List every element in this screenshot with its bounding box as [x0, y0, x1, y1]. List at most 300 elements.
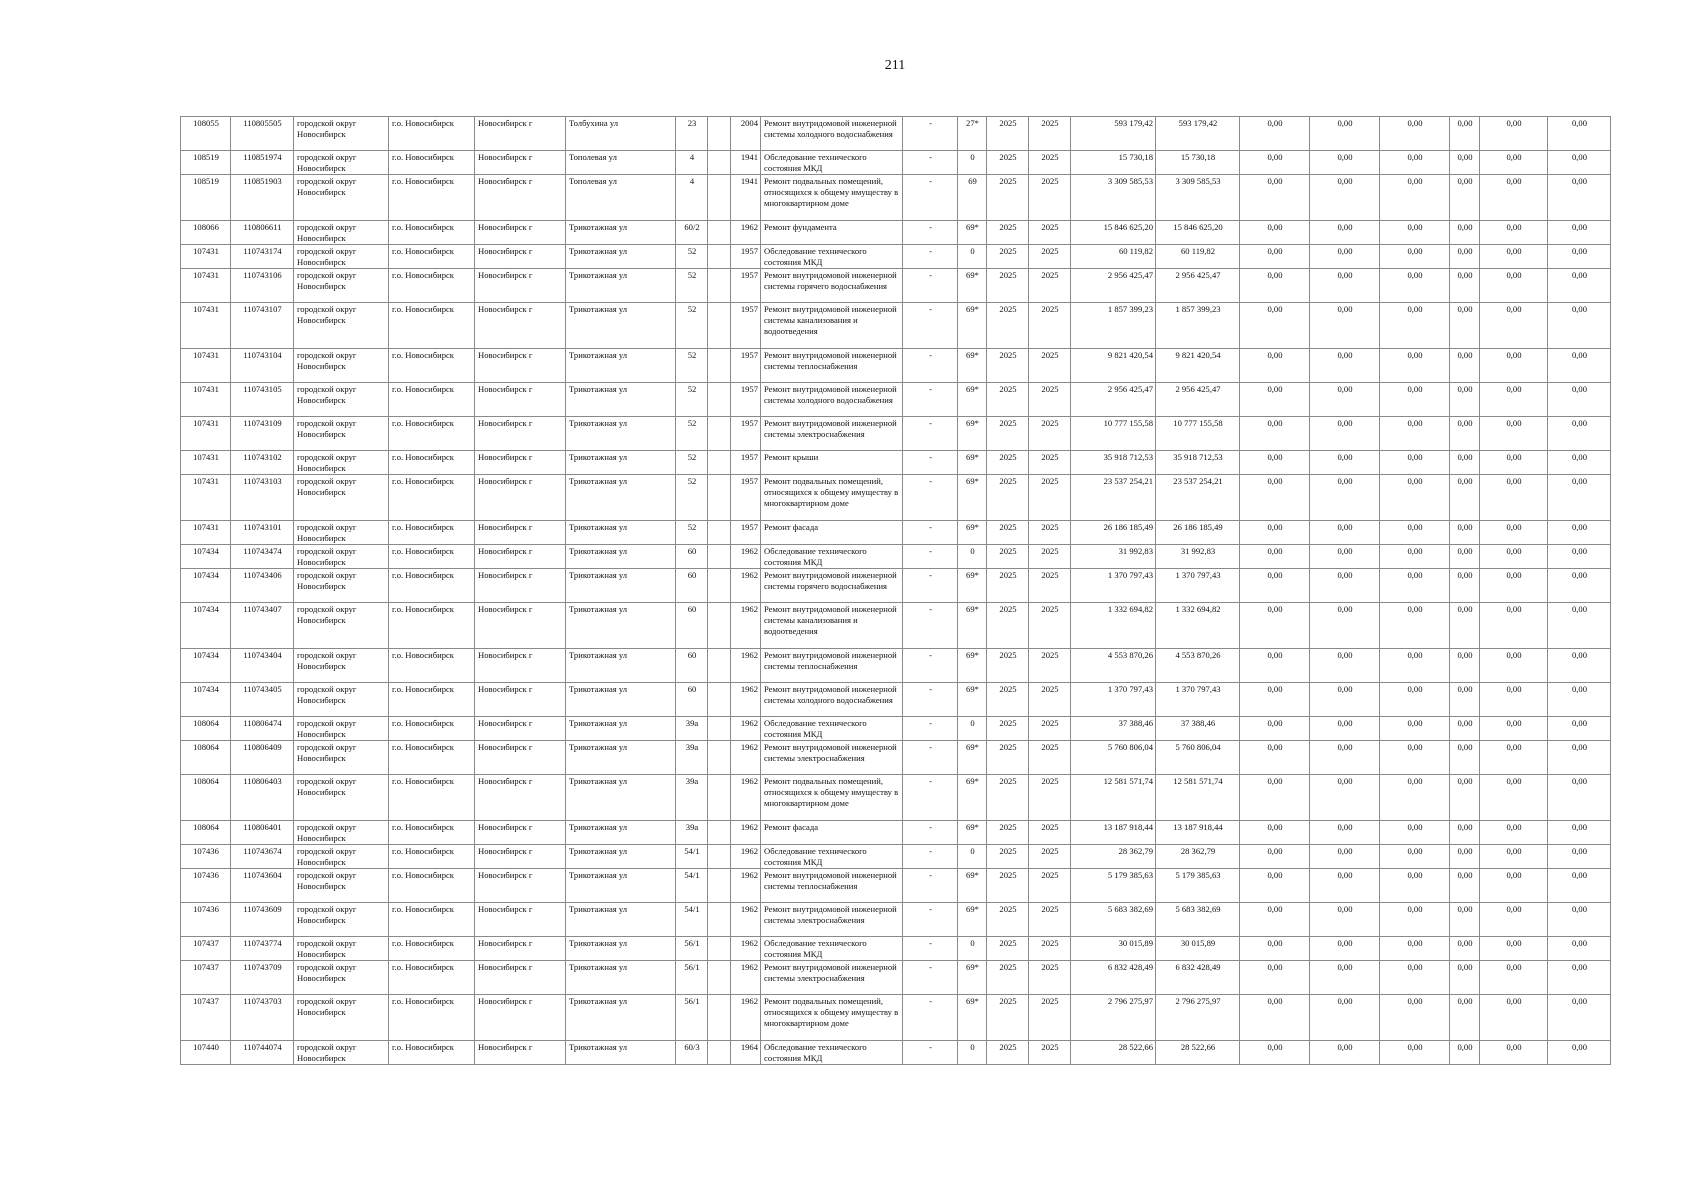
cell-work-code: 110743604 [231, 869, 294, 903]
cell-house-number: 52 [676, 475, 708, 521]
cell-building-block [708, 903, 731, 937]
cell-city: Новосибирск г [475, 349, 566, 383]
cell-cost-total: 15 846 625,20 [1071, 221, 1156, 245]
cell-amount-6: 0,00 [1548, 417, 1611, 451]
cell-work-type: Ремонт подвальных помещений, относящихся к общему имуществу в многоквартирном доме [761, 775, 903, 821]
cell-street: Трикотажная ул [566, 545, 676, 569]
cell-district: городской округ Новосибирск [294, 451, 389, 475]
cell-amount-3: 0,00 [1380, 869, 1450, 903]
cell-amount-5: 0,00 [1480, 175, 1548, 221]
cell-house-number: 52 [676, 521, 708, 545]
cell-city: Новосибирск г [475, 937, 566, 961]
cell-rate: 69* [958, 569, 987, 603]
cell-amount-2: 0,00 [1310, 383, 1380, 417]
cell-work-code: 110743703 [231, 995, 294, 1041]
cell-house-number: 56/1 [676, 937, 708, 961]
cell-amount-3: 0,00 [1380, 821, 1450, 845]
cell-amount-6: 0,00 [1548, 303, 1611, 349]
cell-municipality: г.о. Новосибирск [389, 603, 475, 649]
cell-amount-2: 0,00 [1310, 775, 1380, 821]
cell-build-year: 1962 [731, 603, 761, 649]
cell-year-start: 2025 [987, 903, 1029, 937]
cell-cost-fund: 12 581 571,74 [1156, 775, 1240, 821]
table-row [181, 603, 1611, 649]
cell-house-number: 60/3 [676, 1041, 708, 1065]
cell-object-id: 107434 [181, 569, 231, 603]
cell-work-code: 110806474 [231, 717, 294, 741]
cell-house-number: 39а [676, 775, 708, 821]
table-row [181, 937, 1611, 961]
cell-work-type: Обследование технического состояния МКД [761, 545, 903, 569]
cell-street: Трикотажная ул [566, 845, 676, 869]
cell-district: городской округ Новосибирск [294, 545, 389, 569]
cell-amount-5: 0,00 [1480, 775, 1548, 821]
cell-cost-fund: 2 956 425,47 [1156, 269, 1240, 303]
cell-district: городской округ Новосибирск [294, 417, 389, 451]
cell-unit: - [903, 845, 958, 869]
cell-cost-total: 5 760 806,04 [1071, 741, 1156, 775]
cell-district: городской округ Новосибирск [294, 961, 389, 995]
cell-municipality: г.о. Новосибирск [389, 649, 475, 683]
cell-object-id: 107431 [181, 269, 231, 303]
cell-municipality: г.о. Новосибирск [389, 349, 475, 383]
cell-work-type: Ремонт внутридомовой инженерной системы холодного водоснабжения [761, 117, 903, 151]
cell-house-number: 60 [676, 683, 708, 717]
cell-district: городской округ Новосибирск [294, 821, 389, 845]
cell-year-start: 2025 [987, 303, 1029, 349]
cell-building-block [708, 303, 731, 349]
cell-unit: - [903, 869, 958, 903]
cell-work-code: 110806409 [231, 741, 294, 775]
cell-year-end: 2025 [1029, 221, 1071, 245]
cell-amount-5: 0,00 [1480, 349, 1548, 383]
cell-build-year: 1957 [731, 349, 761, 383]
cell-amount-3: 0,00 [1380, 303, 1450, 349]
cell-amount-3: 0,00 [1380, 961, 1450, 995]
table-row [181, 417, 1611, 451]
cell-year-start: 2025 [987, 245, 1029, 269]
cell-building-block [708, 995, 731, 1041]
cell-work-type: Ремонт внутридомовой инженерной системы электроснабжения [761, 741, 903, 775]
cell-rate: 69* [958, 349, 987, 383]
cell-municipality: г.о. Новосибирск [389, 569, 475, 603]
cell-rate: 0 [958, 845, 987, 869]
cell-municipality: г.о. Новосибирск [389, 383, 475, 417]
cell-cost-total: 5 179 385,63 [1071, 869, 1156, 903]
cell-cost-total: 1 370 797,43 [1071, 683, 1156, 717]
cell-year-start: 2025 [987, 869, 1029, 903]
cell-amount-5: 0,00 [1480, 903, 1548, 937]
cell-municipality: г.о. Новосибирск [389, 521, 475, 545]
cell-work-code: 110743709 [231, 961, 294, 995]
cell-house-number: 52 [676, 245, 708, 269]
cell-year-start: 2025 [987, 649, 1029, 683]
cell-amount-1: 0,00 [1240, 845, 1310, 869]
cell-amount-1: 0,00 [1240, 569, 1310, 603]
cell-street: Трикотажная ул [566, 995, 676, 1041]
cell-district: городской округ Новосибирск [294, 475, 389, 521]
cell-unit: - [903, 683, 958, 717]
cell-district: городской округ Новосибирск [294, 741, 389, 775]
cell-cost-total: 5 683 382,69 [1071, 903, 1156, 937]
cell-rate: 69* [958, 451, 987, 475]
cell-object-id: 107434 [181, 683, 231, 717]
cell-object-id: 107437 [181, 937, 231, 961]
cell-amount-4: 0,00 [1450, 961, 1480, 995]
cell-object-id: 108064 [181, 775, 231, 821]
cell-amount-3: 0,00 [1380, 603, 1450, 649]
cell-year-end: 2025 [1029, 821, 1071, 845]
cell-unit: - [903, 221, 958, 245]
cell-work-code: 110806611 [231, 221, 294, 245]
cell-amount-2: 0,00 [1310, 451, 1380, 475]
cell-amount-4: 0,00 [1450, 545, 1480, 569]
cell-amount-1: 0,00 [1240, 545, 1310, 569]
cell-cost-fund: 1 370 797,43 [1156, 569, 1240, 603]
cell-work-code: 110743609 [231, 903, 294, 937]
cell-city: Новосибирск г [475, 245, 566, 269]
cell-amount-1: 0,00 [1240, 349, 1310, 383]
cell-work-code: 110743406 [231, 569, 294, 603]
cell-district: городской округ Новосибирск [294, 649, 389, 683]
cell-house-number: 54/1 [676, 903, 708, 937]
table-row [181, 717, 1611, 741]
cell-unit: - [903, 117, 958, 151]
cell-street: Трикотажная ул [566, 775, 676, 821]
cell-building-block [708, 221, 731, 245]
cell-street: Трикотажная ул [566, 903, 676, 937]
cell-amount-5: 0,00 [1480, 117, 1548, 151]
cell-street: Трикотажная ул [566, 649, 676, 683]
cell-municipality: г.о. Новосибирск [389, 995, 475, 1041]
cell-amount-3: 0,00 [1380, 269, 1450, 303]
cell-city: Новосибирск г [475, 961, 566, 995]
cell-amount-6: 0,00 [1548, 175, 1611, 221]
cell-street: Трикотажная ул [566, 821, 676, 845]
cell-year-end: 2025 [1029, 603, 1071, 649]
cell-amount-5: 0,00 [1480, 845, 1548, 869]
cell-work-type: Ремонт внутридомовой инженерной системы холодного водоснабжения [761, 383, 903, 417]
cell-rate: 69* [958, 649, 987, 683]
cell-street: Трикотажная ул [566, 451, 676, 475]
cell-municipality: г.о. Новосибирск [389, 269, 475, 303]
cell-amount-3: 0,00 [1380, 521, 1450, 545]
cell-build-year: 1962 [731, 775, 761, 821]
cell-year-start: 2025 [987, 545, 1029, 569]
cell-street: Трикотажная ул [566, 937, 676, 961]
cell-object-id: 108519 [181, 175, 231, 221]
cell-build-year: 1941 [731, 151, 761, 175]
cell-unit: - [903, 741, 958, 775]
cell-building-block [708, 245, 731, 269]
cell-amount-4: 0,00 [1450, 869, 1480, 903]
cell-object-id: 107431 [181, 349, 231, 383]
table-row [181, 683, 1611, 717]
cell-work-type: Ремонт фасада [761, 521, 903, 545]
table-row [181, 175, 1611, 221]
cell-cost-fund: 2 796 275,97 [1156, 995, 1240, 1041]
cell-year-end: 2025 [1029, 475, 1071, 521]
cell-amount-5: 0,00 [1480, 603, 1548, 649]
cell-cost-fund: 15 730,18 [1156, 151, 1240, 175]
cell-year-end: 2025 [1029, 151, 1071, 175]
cell-amount-1: 0,00 [1240, 995, 1310, 1041]
cell-year-end: 2025 [1029, 903, 1071, 937]
cell-object-id: 107431 [181, 451, 231, 475]
cell-building-block [708, 349, 731, 383]
registry-table [180, 116, 1611, 1065]
cell-build-year: 1962 [731, 717, 761, 741]
cell-building-block [708, 775, 731, 821]
table-row [181, 349, 1611, 383]
cell-unit: - [903, 995, 958, 1041]
cell-unit: - [903, 383, 958, 417]
cell-district: городской округ Новосибирск [294, 845, 389, 869]
cell-district: городской округ Новосибирск [294, 869, 389, 903]
cell-amount-3: 0,00 [1380, 649, 1450, 683]
cell-district: городской округ Новосибирск [294, 349, 389, 383]
cell-amount-4: 0,00 [1450, 603, 1480, 649]
cell-building-block [708, 649, 731, 683]
cell-municipality: г.о. Новосибирск [389, 151, 475, 175]
cell-city: Новосибирск г [475, 521, 566, 545]
table-row [181, 521, 1611, 545]
page-number: 211 [884, 58, 906, 73]
table-row [181, 151, 1611, 175]
cell-building-block [708, 269, 731, 303]
cell-work-type: Ремонт подвальных помещений, относящихся к общему имуществу в многоквартирном доме [761, 175, 903, 221]
cell-district: городской округ Новосибирск [294, 775, 389, 821]
cell-object-id: 107431 [181, 303, 231, 349]
cell-amount-2: 0,00 [1310, 961, 1380, 995]
cell-work-code: 110851974 [231, 151, 294, 175]
cell-district: городской округ Новосибирск [294, 903, 389, 937]
table-row [181, 545, 1611, 569]
cell-city: Новосибирск г [475, 603, 566, 649]
cell-city: Новосибирск г [475, 117, 566, 151]
cell-build-year: 1962 [731, 869, 761, 903]
cell-city: Новосибирск г [475, 303, 566, 349]
cell-amount-1: 0,00 [1240, 683, 1310, 717]
cell-building-block [708, 151, 731, 175]
cell-amount-3: 0,00 [1380, 117, 1450, 151]
cell-amount-4: 0,00 [1450, 821, 1480, 845]
cell-amount-5: 0,00 [1480, 545, 1548, 569]
cell-object-id: 107434 [181, 649, 231, 683]
cell-year-start: 2025 [987, 175, 1029, 221]
cell-amount-3: 0,00 [1380, 845, 1450, 869]
cell-amount-6: 0,00 [1548, 269, 1611, 303]
cell-district: городской округ Новосибирск [294, 717, 389, 741]
cell-amount-5: 0,00 [1480, 683, 1548, 717]
cell-amount-4: 0,00 [1450, 417, 1480, 451]
cell-year-end: 2025 [1029, 245, 1071, 269]
cell-city: Новосибирск г [475, 717, 566, 741]
cell-amount-6: 0,00 [1548, 869, 1611, 903]
cell-street: Трикотажная ул [566, 869, 676, 903]
cell-unit: - [903, 245, 958, 269]
cell-house-number: 39а [676, 717, 708, 741]
cell-amount-3: 0,00 [1380, 383, 1450, 417]
cell-city: Новосибирск г [475, 475, 566, 521]
cell-work-code: 110743774 [231, 937, 294, 961]
cell-year-start: 2025 [987, 821, 1029, 845]
cell-amount-1: 0,00 [1240, 903, 1310, 937]
cell-cost-total: 593 179,42 [1071, 117, 1156, 151]
cell-unit: - [903, 717, 958, 741]
cell-city: Новосибирск г [475, 869, 566, 903]
cell-amount-2: 0,00 [1310, 221, 1380, 245]
cell-amount-6: 0,00 [1548, 221, 1611, 245]
cell-year-start: 2025 [987, 717, 1029, 741]
cell-amount-2: 0,00 [1310, 869, 1380, 903]
cell-object-id: 107431 [181, 245, 231, 269]
cell-amount-1: 0,00 [1240, 717, 1310, 741]
cell-amount-6: 0,00 [1548, 683, 1611, 717]
cell-build-year: 1962 [731, 903, 761, 937]
cell-work-type: Обследование технического состояния МКД [761, 845, 903, 869]
cell-amount-1: 0,00 [1240, 775, 1310, 821]
table-row [181, 269, 1611, 303]
cell-amount-6: 0,00 [1548, 821, 1611, 845]
cell-rate: 0 [958, 717, 987, 741]
cell-amount-1: 0,00 [1240, 603, 1310, 649]
cell-year-end: 2025 [1029, 649, 1071, 683]
cell-municipality: г.о. Новосибирск [389, 717, 475, 741]
cell-amount-6: 0,00 [1548, 349, 1611, 383]
cell-year-end: 2025 [1029, 383, 1071, 417]
cell-cost-total: 10 777 155,58 [1071, 417, 1156, 451]
cell-amount-1: 0,00 [1240, 821, 1310, 845]
cell-amount-5: 0,00 [1480, 221, 1548, 245]
cell-amount-4: 0,00 [1450, 303, 1480, 349]
cell-building-block [708, 845, 731, 869]
cell-city: Новосибирск г [475, 649, 566, 683]
cell-year-end: 2025 [1029, 717, 1071, 741]
cell-amount-4: 0,00 [1450, 269, 1480, 303]
cell-work-type: Обследование технического состояния МКД [761, 1041, 903, 1065]
cell-unit: - [903, 475, 958, 521]
cell-building-block [708, 545, 731, 569]
cell-object-id: 107436 [181, 903, 231, 937]
cell-cost-fund: 10 777 155,58 [1156, 417, 1240, 451]
cell-cost-total: 13 187 918,44 [1071, 821, 1156, 845]
cell-building-block [708, 451, 731, 475]
cell-municipality: г.о. Новосибирск [389, 175, 475, 221]
table-row [181, 569, 1611, 603]
cell-unit: - [903, 603, 958, 649]
cell-rate: 27* [958, 117, 987, 151]
cell-build-year: 1962 [731, 961, 761, 995]
cell-cost-total: 12 581 571,74 [1071, 775, 1156, 821]
cell-object-id: 108064 [181, 717, 231, 741]
cell-house-number: 4 [676, 151, 708, 175]
cell-amount-6: 0,00 [1548, 1041, 1611, 1065]
cell-cost-fund: 37 388,46 [1156, 717, 1240, 741]
cell-amount-4: 0,00 [1450, 845, 1480, 869]
cell-work-type: Ремонт фасада [761, 821, 903, 845]
cell-municipality: г.о. Новосибирск [389, 117, 475, 151]
cell-house-number: 52 [676, 451, 708, 475]
cell-amount-6: 0,00 [1548, 475, 1611, 521]
cell-year-start: 2025 [987, 1041, 1029, 1065]
cell-amount-4: 0,00 [1450, 649, 1480, 683]
cell-object-id: 108066 [181, 221, 231, 245]
cell-cost-fund: 6 832 428,49 [1156, 961, 1240, 995]
cell-cost-total: 31 992,83 [1071, 545, 1156, 569]
cell-work-code: 110743474 [231, 545, 294, 569]
cell-municipality: г.о. Новосибирск [389, 221, 475, 245]
cell-cost-total: 1 370 797,43 [1071, 569, 1156, 603]
table-row [181, 649, 1611, 683]
cell-cost-total: 1 857 399,23 [1071, 303, 1156, 349]
cell-rate: 69* [958, 775, 987, 821]
cell-district: городской округ Новосибирск [294, 151, 389, 175]
cell-cost-fund: 5 179 385,63 [1156, 869, 1240, 903]
cell-unit: - [903, 937, 958, 961]
cell-city: Новосибирск г [475, 683, 566, 717]
cell-work-type: Ремонт внутридомовой инженерной системы горячего водоснабжения [761, 269, 903, 303]
cell-amount-5: 0,00 [1480, 741, 1548, 775]
cell-amount-3: 0,00 [1380, 175, 1450, 221]
cell-district: городской округ Новосибирск [294, 603, 389, 649]
cell-work-code: 110743101 [231, 521, 294, 545]
cell-rate: 0 [958, 245, 987, 269]
cell-amount-5: 0,00 [1480, 151, 1548, 175]
cell-amount-3: 0,00 [1380, 1041, 1450, 1065]
cell-cost-fund: 31 992,83 [1156, 545, 1240, 569]
cell-city: Новосибирск г [475, 221, 566, 245]
cell-year-end: 2025 [1029, 451, 1071, 475]
cell-amount-1: 0,00 [1240, 451, 1310, 475]
cell-street: Тополевая ул [566, 151, 676, 175]
cell-amount-5: 0,00 [1480, 1041, 1548, 1065]
cell-build-year: 1962 [731, 821, 761, 845]
cell-amount-2: 0,00 [1310, 995, 1380, 1041]
cell-amount-4: 0,00 [1450, 903, 1480, 937]
cell-municipality: г.о. Новосибирск [389, 937, 475, 961]
cell-house-number: 60/2 [676, 221, 708, 245]
cell-unit: - [903, 521, 958, 545]
cell-rate: 69* [958, 303, 987, 349]
cell-street: Тополевая ул [566, 175, 676, 221]
table-row [181, 961, 1611, 995]
cell-rate: 69* [958, 821, 987, 845]
cell-amount-1: 0,00 [1240, 269, 1310, 303]
cell-work-code: 110743102 [231, 451, 294, 475]
cell-cost-total: 26 186 185,49 [1071, 521, 1156, 545]
cell-municipality: г.о. Новосибирск [389, 245, 475, 269]
cell-object-id: 107434 [181, 545, 231, 569]
cell-amount-4: 0,00 [1450, 683, 1480, 717]
cell-street: Трикотажная ул [566, 961, 676, 995]
cell-year-start: 2025 [987, 221, 1029, 245]
table-row [181, 821, 1611, 845]
cell-street: Трикотажная ул [566, 269, 676, 303]
cell-amount-3: 0,00 [1380, 245, 1450, 269]
table-row [181, 741, 1611, 775]
cell-amount-2: 0,00 [1310, 683, 1380, 717]
cell-rate: 69* [958, 221, 987, 245]
cell-build-year: 1962 [731, 221, 761, 245]
cell-amount-5: 0,00 [1480, 417, 1548, 451]
cell-amount-2: 0,00 [1310, 937, 1380, 961]
table-row [181, 117, 1611, 151]
cell-year-end: 2025 [1029, 417, 1071, 451]
cell-street: Трикотажная ул [566, 245, 676, 269]
cell-amount-2: 0,00 [1310, 1041, 1380, 1065]
cell-city: Новосибирск г [475, 1041, 566, 1065]
